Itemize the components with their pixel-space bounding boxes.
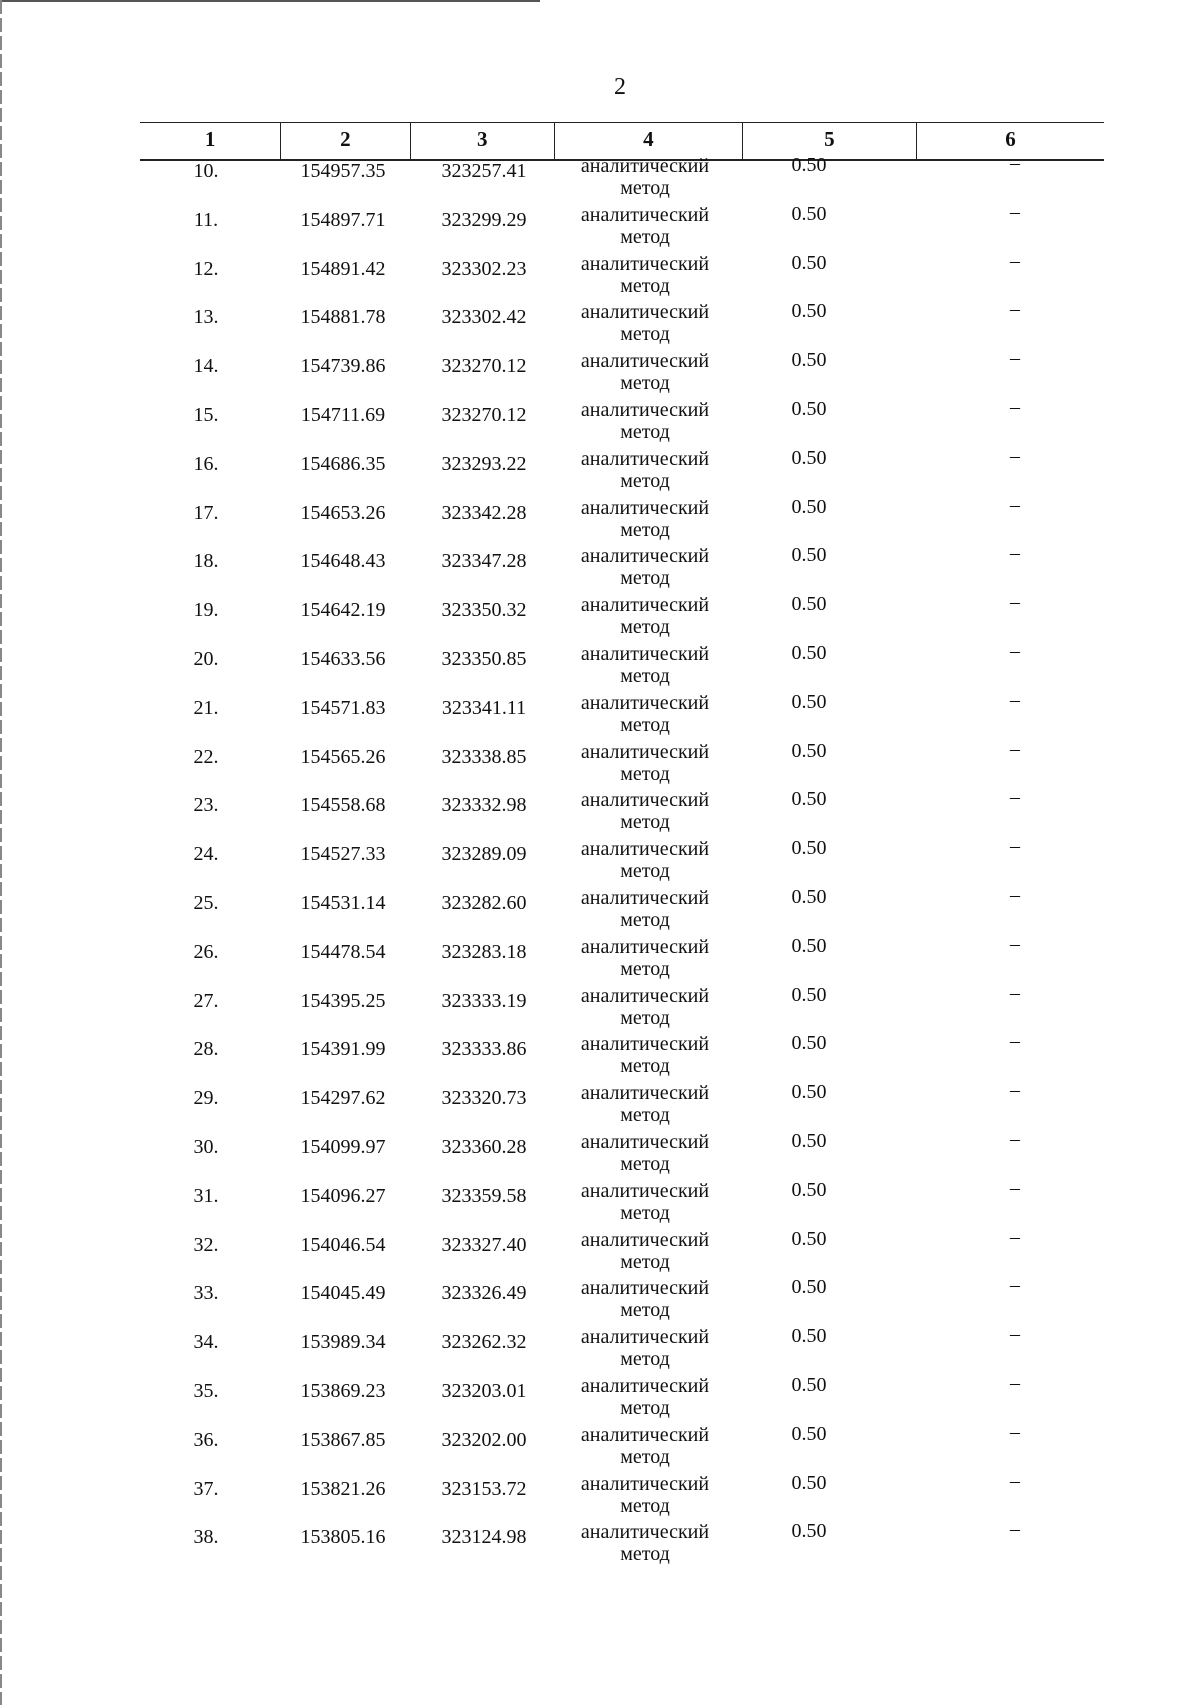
coordinate-x: 153869.23 (300, 1379, 386, 1402)
coordinate-y: 323347.28 (441, 550, 527, 573)
row-number: 32. (193, 1233, 219, 1256)
coordinate-x: 154891.42 (300, 257, 386, 280)
method-cell (560, 1033, 730, 1077)
coordinate-x: 154648.43 (300, 550, 386, 573)
dash-cell: – (1010, 1274, 1020, 1297)
method-line-1: аналитический (580, 886, 710, 909)
method-cell (560, 1082, 730, 1126)
method-cell (560, 838, 730, 882)
method-line-2: метод (620, 274, 670, 297)
accuracy-value: 0.50 (791, 251, 827, 274)
method-line-1: аналитический (580, 1277, 710, 1300)
row-number: 34. (193, 1331, 219, 1354)
method-line-2: метод (620, 1299, 670, 1322)
row-number: 38. (193, 1526, 219, 1549)
dash-cell: – (1010, 1030, 1020, 1053)
coordinate-y: 323299.29 (441, 208, 527, 231)
coordinate-x: 154571.83 (300, 696, 386, 719)
dash-cell: – (1010, 1079, 1020, 1102)
accuracy-value: 0.50 (791, 495, 827, 518)
method-line-2: метод (620, 1201, 670, 1224)
method-line-1: аналитический (580, 1033, 710, 1056)
table-row (140, 1225, 1104, 1281)
table-row (140, 200, 1104, 256)
method-line-2: метод (620, 518, 670, 541)
method-line-2: метод (620, 567, 670, 590)
coordinate-y: 323203.01 (441, 1379, 527, 1402)
method-line-1: аналитический (580, 155, 710, 177)
coordinate-y: 323270.12 (441, 403, 527, 426)
dash-cell: – (1010, 639, 1020, 662)
dash-cell: – (1010, 249, 1020, 272)
coordinate-y: 323257.41 (441, 160, 527, 182)
coordinate-x: 154739.86 (300, 355, 386, 378)
accuracy-value: 0.50 (791, 397, 827, 420)
accuracy-value: 0.50 (791, 739, 827, 762)
method-line-2: метод (620, 1543, 670, 1566)
accuracy-value: 0.50 (791, 788, 827, 811)
accuracy-value: 0.50 (791, 154, 827, 176)
dash-cell: – (1010, 688, 1020, 711)
method-line-1: аналитический (580, 545, 710, 568)
method-line-1: аналитический (580, 1179, 710, 1202)
method-line-2: метод (620, 372, 670, 395)
method-line-2: метод (620, 616, 670, 639)
method-line-1: аналитический (580, 984, 710, 1007)
method-line-2: метод (620, 713, 670, 736)
method-line-2: метод (620, 420, 670, 443)
coordinate-y: 323289.09 (441, 843, 527, 866)
coordinate-y: 323341.11 (441, 696, 527, 719)
accuracy-value: 0.50 (791, 1520, 827, 1543)
row-number: 18. (193, 550, 219, 573)
coordinate-y: 323350.32 (441, 599, 527, 622)
coordinate-x: 154633.56 (300, 647, 386, 670)
table-row (140, 932, 1104, 988)
table-row (140, 542, 1104, 597)
table-row (140, 591, 1104, 646)
coordinate-y: 323360.28 (441, 1135, 527, 1158)
dash-cell: – (1010, 932, 1020, 955)
coordinate-y: 323153.72 (441, 1477, 527, 1500)
coordinate-y: 323342.28 (441, 501, 527, 524)
accuracy-value: 0.50 (791, 349, 827, 372)
row-number: 35. (193, 1379, 219, 1402)
table-row (140, 1518, 1104, 1573)
coordinate-x: 154297.62 (300, 1087, 386, 1110)
coordinate-y: 323293.22 (441, 452, 527, 475)
dash-cell: – (1010, 1127, 1020, 1150)
table-row (140, 639, 1104, 695)
table-row (140, 1371, 1104, 1427)
table-row (140, 1127, 1104, 1183)
method-line-1: аналитический (580, 1082, 710, 1105)
coordinate-x: 154045.49 (300, 1282, 386, 1305)
method-cell (560, 1131, 730, 1175)
dash-cell: – (1010, 591, 1020, 614)
row-number: 25. (193, 891, 219, 914)
method-line-1: аналитический (580, 740, 710, 763)
table-row (140, 249, 1104, 305)
method-cell (560, 350, 730, 394)
coordinate-y: 323262.32 (441, 1331, 527, 1354)
dash-cell: – (1010, 883, 1020, 906)
method-line-2: метод (620, 1250, 670, 1273)
row-number: 22. (193, 745, 219, 768)
method-line-2: метод (620, 1396, 670, 1419)
dash-cell: – (1010, 200, 1020, 223)
method-line-1: аналитический (580, 1228, 710, 1251)
coordinate-x: 154686.35 (300, 452, 386, 475)
method-cell (560, 789, 730, 833)
dash-cell: – (1010, 1469, 1020, 1492)
coordinate-y: 323333.19 (441, 989, 527, 1012)
header-col-4: 4 (555, 123, 743, 159)
table-row (140, 395, 1104, 451)
coordinate-y: 323270.12 (441, 355, 527, 378)
table-row (140, 298, 1104, 353)
coordinate-x: 154531.14 (300, 891, 386, 914)
method-line-2: метод (620, 811, 670, 834)
row-number: 16. (193, 452, 219, 475)
table-row (140, 688, 1104, 744)
coordinate-x: 154096.27 (300, 1184, 386, 1207)
accuracy-value: 0.50 (791, 1129, 827, 1152)
method-line-2: метод (620, 1494, 670, 1517)
method-line-1: аналитический (580, 1472, 710, 1495)
coordinate-x: 154957.35 (300, 160, 386, 182)
table-row (140, 1176, 1104, 1232)
method-line-1: аналитический (580, 301, 710, 324)
table-row (140, 1420, 1104, 1476)
coordinate-y: 323124.98 (441, 1526, 527, 1549)
row-number: 20. (193, 647, 219, 670)
coordinate-x: 154642.19 (300, 599, 386, 622)
method-cell (560, 594, 730, 638)
accuracy-value: 0.50 (791, 885, 827, 908)
dash-cell: – (1010, 786, 1020, 809)
method-cell (560, 985, 730, 1029)
accuracy-value: 0.50 (791, 1373, 827, 1396)
method-line-1: аналитический (580, 447, 710, 470)
method-line-1: аналитический (580, 594, 710, 617)
method-line-1: аналитический (580, 1521, 710, 1544)
method-line-1: аналитический (580, 838, 710, 861)
coordinate-y: 323326.49 (441, 1282, 527, 1305)
dash-cell: – (1010, 395, 1020, 418)
method-cell (560, 692, 730, 736)
header-col-3: 3 (411, 123, 555, 159)
method-line-2: метод (620, 323, 670, 346)
row-number: 37. (193, 1477, 219, 1500)
table-row (140, 152, 1104, 207)
accuracy-value: 0.50 (791, 1471, 827, 1494)
method-line-1: аналитический (580, 203, 710, 226)
table-row (140, 493, 1104, 549)
coordinate-y: 323350.85 (441, 647, 527, 670)
accuracy-value: 0.50 (791, 690, 827, 713)
dash-cell: – (1010, 1225, 1020, 1248)
coordinate-x: 153989.34 (300, 1331, 386, 1354)
dash-cell: – (1010, 347, 1020, 370)
table-row (140, 737, 1104, 793)
coordinate-x: 154897.71 (300, 208, 386, 231)
table-row (140, 1469, 1104, 1525)
row-number: 33. (193, 1282, 219, 1305)
table-row (140, 1079, 1104, 1134)
table-body (140, 152, 1104, 1573)
method-line-2: метод (620, 664, 670, 687)
accuracy-value: 0.50 (791, 1032, 827, 1055)
row-number: 12. (193, 257, 219, 280)
method-line-2: метод (620, 177, 670, 199)
row-number: 17. (193, 501, 219, 524)
coordinate-y: 323302.23 (441, 257, 527, 280)
row-number: 28. (193, 1038, 219, 1061)
accuracy-value: 0.50 (791, 1276, 827, 1299)
coordinate-y: 323332.98 (441, 794, 527, 817)
method-cell (560, 1521, 730, 1565)
method-cell (560, 1277, 730, 1321)
coordinate-x: 154099.97 (300, 1135, 386, 1158)
method-cell (560, 887, 730, 931)
method-cell (560, 448, 730, 492)
row-number: 11. (193, 208, 219, 231)
row-number: 10. (193, 160, 219, 182)
coordinate-x: 154558.68 (300, 794, 386, 817)
accuracy-value: 0.50 (791, 300, 827, 323)
row-number: 15. (193, 403, 219, 426)
dash-cell: – (1010, 542, 1020, 565)
coordinate-x: 153867.85 (300, 1428, 386, 1451)
coordinate-y: 323283.18 (441, 940, 527, 963)
row-number: 21. (193, 696, 219, 719)
coordinate-y: 323359.58 (441, 1184, 527, 1207)
method-line-1: аналитический (580, 1130, 710, 1153)
dash-cell: – (1010, 493, 1020, 516)
method-cell (560, 253, 730, 297)
table-row (140, 347, 1104, 402)
method-cell (560, 301, 730, 345)
dash-cell: – (1010, 1420, 1020, 1443)
method-line-1: аналитический (580, 1374, 710, 1397)
method-line-2: метод (620, 1445, 670, 1468)
dash-cell: – (1010, 1176, 1020, 1199)
method-cell (560, 545, 730, 589)
dash-cell: – (1010, 1371, 1020, 1394)
method-cell (560, 204, 730, 248)
dash-cell: – (1010, 298, 1020, 321)
method-cell (560, 155, 730, 199)
row-number: 27. (193, 989, 219, 1012)
method-line-1: аналитический (580, 252, 710, 275)
method-line-2: метод (620, 1006, 670, 1029)
coordinate-y: 323333.86 (441, 1038, 527, 1061)
method-cell (560, 497, 730, 541)
scan-edge-top (0, 0, 540, 2)
scan-edge-left (0, 0, 2, 1705)
method-cell (560, 1326, 730, 1370)
method-line-1: аналитический (580, 398, 710, 421)
method-line-2: метод (620, 1348, 670, 1371)
table-row (140, 1030, 1104, 1085)
coordinate-y: 323202.00 (441, 1428, 527, 1451)
dash-cell: – (1010, 981, 1020, 1004)
method-line-2: метод (620, 762, 670, 785)
accuracy-value: 0.50 (791, 983, 827, 1006)
accuracy-value: 0.50 (791, 544, 827, 567)
accuracy-value: 0.50 (791, 1227, 827, 1250)
coordinate-y: 323282.60 (441, 891, 527, 914)
method-line-1: аналитический (580, 789, 710, 812)
method-cell (560, 1473, 730, 1517)
row-number: 23. (193, 794, 219, 817)
header-col-1: 1 (140, 123, 281, 159)
table-row (140, 835, 1104, 890)
method-line-1: аналитический (580, 350, 710, 373)
accuracy-value: 0.50 (791, 593, 827, 616)
coordinate-x: 154046.54 (300, 1233, 386, 1256)
method-line-1: аналитический (580, 935, 710, 958)
method-line-1: аналитический (580, 642, 710, 665)
method-cell (560, 1375, 730, 1419)
method-line-1: аналитический (580, 1326, 710, 1349)
coordinate-x: 153821.26 (300, 1477, 386, 1500)
header-col-6: 6 (1005, 127, 1016, 151)
coordinate-x: 153805.16 (300, 1526, 386, 1549)
coordinate-y: 323327.40 (441, 1233, 527, 1256)
table-row (140, 1274, 1104, 1329)
dash-cell: – (1010, 444, 1020, 467)
method-line-2: метод (620, 957, 670, 980)
page-number: 2 (614, 74, 626, 100)
accuracy-value: 0.50 (791, 641, 827, 664)
method-cell (560, 1180, 730, 1224)
method-line-2: метод (620, 469, 670, 492)
method-line-2: метод (620, 1104, 670, 1127)
table-row (140, 786, 1104, 841)
coordinate-x: 154391.99 (300, 1038, 386, 1061)
method-line-2: метод (620, 225, 670, 248)
table-row (140, 883, 1104, 939)
accuracy-value: 0.50 (791, 934, 827, 957)
dash-cell: – (1010, 1323, 1020, 1346)
method-line-2: метод (620, 860, 670, 883)
coordinate-x: 154653.26 (300, 501, 386, 524)
accuracy-value: 0.50 (791, 1325, 827, 1348)
table-row (140, 1323, 1104, 1378)
method-line-2: метод (620, 1055, 670, 1078)
accuracy-value: 0.50 (791, 1178, 827, 1201)
accuracy-value: 0.50 (791, 202, 827, 225)
dash-cell: – (1010, 737, 1020, 760)
method-line-1: аналитический (580, 1423, 710, 1446)
method-cell (560, 1229, 730, 1273)
method-cell (560, 1424, 730, 1468)
coordinate-x: 154565.26 (300, 745, 386, 768)
row-number: 36. (193, 1428, 219, 1451)
header-col-5: 5 (743, 123, 917, 159)
coordinate-y: 323302.42 (441, 306, 527, 329)
coordinate-x: 154881.78 (300, 306, 386, 329)
accuracy-value: 0.50 (791, 1422, 827, 1445)
row-number: 24. (193, 843, 219, 866)
accuracy-value: 0.50 (791, 1081, 827, 1104)
coordinate-y: 323338.85 (441, 745, 527, 768)
coordinate-y: 323320.73 (441, 1087, 527, 1110)
row-number: 14. (193, 355, 219, 378)
accuracy-value: 0.50 (791, 837, 827, 860)
coordinate-x: 154711.69 (300, 403, 386, 426)
method-line-1: аналитический (580, 496, 710, 519)
table-row (140, 981, 1104, 1037)
method-cell (560, 643, 730, 687)
accuracy-value: 0.50 (791, 446, 827, 469)
row-number: 31. (193, 1184, 219, 1207)
method-line-2: метод (620, 908, 670, 931)
coordinate-x: 154478.54 (300, 940, 386, 963)
row-number: 26. (193, 940, 219, 963)
method-cell (560, 399, 730, 443)
method-cell (560, 936, 730, 980)
dash-cell: – (1010, 152, 1020, 174)
row-number: 29. (193, 1087, 219, 1110)
coordinate-x: 154527.33 (300, 843, 386, 866)
table-row (140, 444, 1104, 500)
dash-cell: – (1010, 1518, 1020, 1541)
coordinate-x: 154395.25 (300, 989, 386, 1012)
method-cell (560, 741, 730, 785)
row-number: 30. (193, 1135, 219, 1158)
method-line-1: аналитический (580, 691, 710, 714)
row-number: 13. (193, 306, 219, 329)
method-line-2: метод (620, 1152, 670, 1175)
header-col-2: 2 (281, 123, 410, 159)
dash-cell: – (1010, 835, 1020, 858)
row-number: 19. (193, 599, 219, 622)
